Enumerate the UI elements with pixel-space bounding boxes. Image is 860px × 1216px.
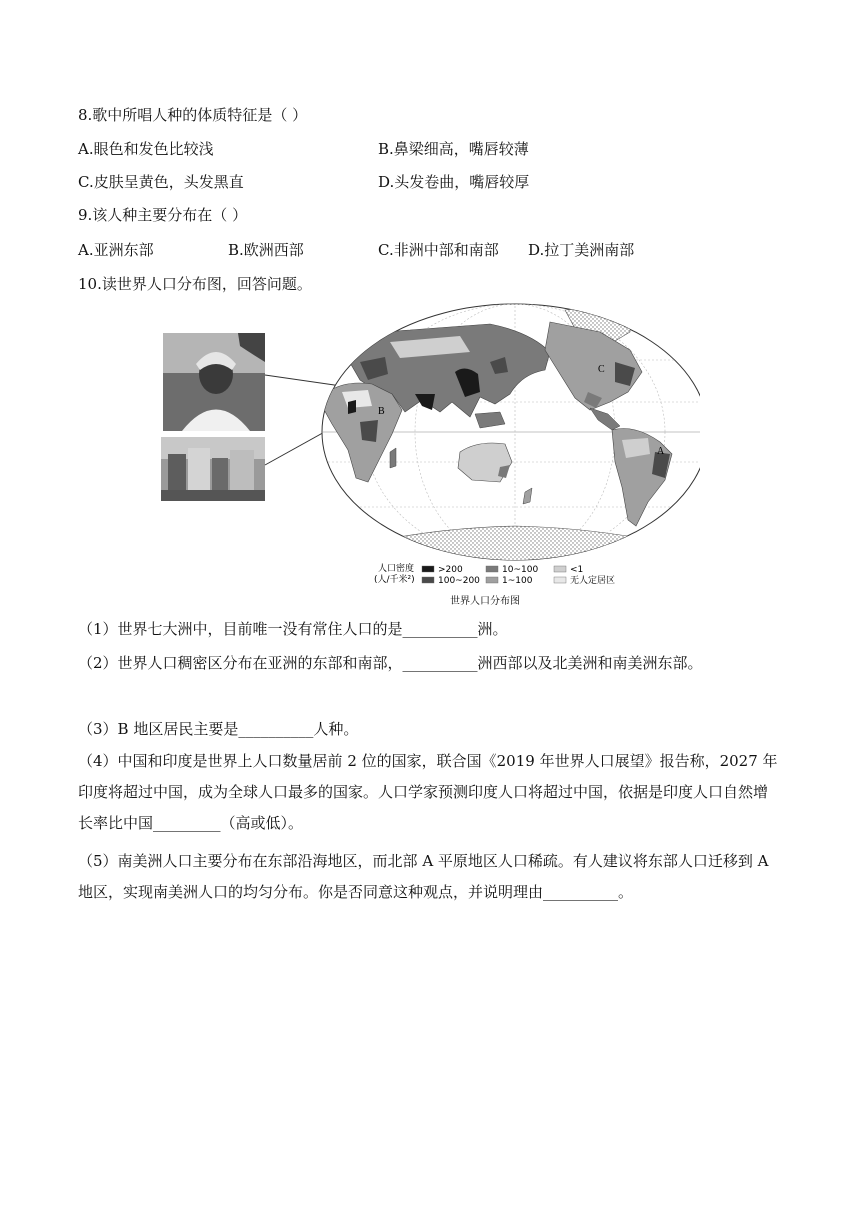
q8-option-a[interactable]: A.眼色和发色比较浅	[78, 140, 214, 158]
photo-houses	[161, 437, 265, 501]
q9-option-d[interactable]: D.拉丁美洲南部	[528, 241, 635, 259]
question-10-stem: 10.读世界人口分布图，回答问题。	[78, 275, 312, 293]
map-legend	[374, 562, 615, 586]
photo-person	[163, 333, 265, 431]
sub-question-4: （4）中国和印度是世界上人口数量居前 2 位的国家，联合国《2019 年世界人口展望》报告称，2027 年印度将超过中国，成为全球人口最多的国家。人口学家预测印度人口将超过中国，依据是印度人口自然增长率比中国_________（高或低）。	[78, 752, 778, 832]
world-map	[320, 302, 700, 564]
map-caption: 世界人口分布图	[450, 596, 520, 607]
q8-option-b[interactable]: B.鼻梁细高，嘴唇较薄	[378, 140, 529, 158]
q9-option-c[interactable]: C.非洲中部和南部	[378, 241, 499, 259]
map-label-a: A	[657, 446, 665, 457]
legend-swatch	[486, 577, 498, 583]
legend-label: 10~100	[502, 565, 539, 575]
sub-question-5: （5）南美洲人口主要分布在东部沿海地区，而北部 A 平原地区人口稀疏。有人建议将东部人口迁移到 A 地区，实现南美洲人口的均匀分布。你是否同意这种观点，并说明理由__________。	[78, 852, 769, 901]
q8-option-c[interactable]: C.皮肤呈黄色，头发黑直	[78, 173, 244, 191]
map-label-c: C	[598, 364, 605, 375]
legend-swatch	[422, 566, 434, 572]
legend-title: 人口密度	[378, 564, 415, 574]
question-9-stem: 9.该人种主要分布在（ ）	[78, 206, 248, 224]
sub-question-2: （2）世界人口稠密区分布在亚洲的东部和南部，__________洲西部以及北美洲和南美洲东部。	[78, 654, 703, 672]
legend-swatch	[486, 566, 498, 572]
legend-label: 1~100	[502, 576, 533, 586]
map-label-b: B	[378, 406, 385, 417]
q8-option-d[interactable]: D.头发卷曲，嘴唇较厚	[378, 173, 530, 191]
sub-question-1: （1）世界七大洲中，目前唯一没有常住人口的是__________洲。	[78, 620, 508, 638]
legend-unit: (人/千米²)	[374, 575, 415, 585]
q9-option-a[interactable]: A.亚洲东部	[78, 241, 154, 259]
legend-swatch	[422, 577, 434, 583]
legend-swatch	[554, 566, 566, 572]
legend-label: <1	[570, 565, 584, 575]
world-population-map-figure	[160, 302, 700, 607]
legend-swatch	[554, 577, 566, 583]
q9-option-b[interactable]: B.欧洲西部	[228, 241, 304, 259]
question-8-stem: 8.歌中所唱人种的体质特征是（ ）	[78, 106, 308, 124]
sub-question-3: （3）B 地区居民主要是__________人种。	[78, 720, 359, 738]
legend-label: 无人定居区	[570, 576, 616, 586]
legend-label: >200	[438, 565, 463, 575]
legend-label: 100~200	[438, 576, 480, 586]
